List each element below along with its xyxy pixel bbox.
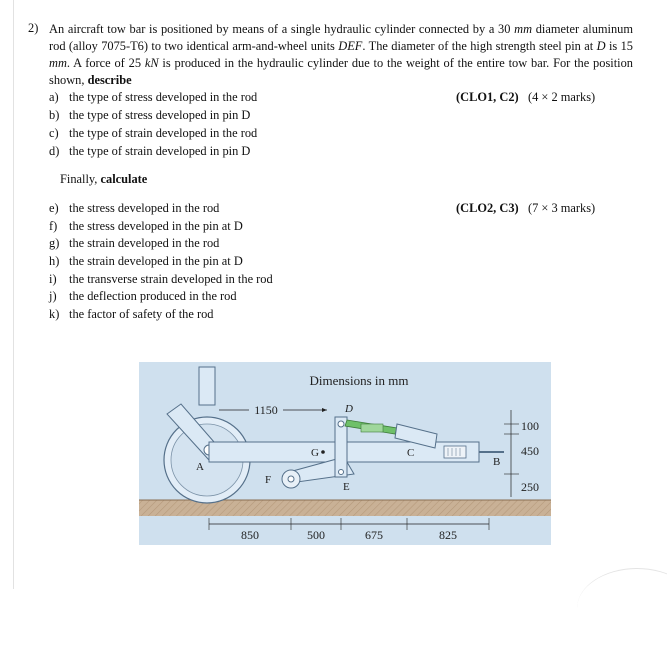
item-text: the deflection produced in the rod: [69, 289, 237, 303]
margin-line: [13, 0, 14, 589]
label-d: D: [345, 403, 353, 415]
describe-item-c: [49, 125, 257, 142]
item-text: the strain developed in the rod: [69, 236, 220, 250]
tow-bar-figure: [139, 362, 551, 545]
pin-e: [339, 470, 344, 475]
item-label: f): [49, 219, 58, 233]
dim-1150: 1150: [254, 403, 278, 417]
item-label: b): [49, 108, 60, 122]
describe-marks: [456, 89, 595, 106]
item-text: the strain developed in the pin at D: [69, 254, 243, 268]
stem-run: kN: [144, 56, 159, 70]
describe-mark-count: (4 × 2 marks): [527, 90, 596, 104]
stem-run: mm: [514, 22, 533, 36]
item-label: a): [49, 90, 59, 104]
item-text: the type of strain developed in the rod: [69, 126, 258, 140]
finally-calculate: calculate: [100, 172, 148, 186]
item-text: the stress developed in the pin at D: [69, 219, 243, 233]
item-label: g): [49, 236, 60, 250]
label-a: A: [196, 461, 204, 473]
rod-highlight: [361, 424, 383, 432]
label-c: C: [407, 447, 415, 459]
describe-clo: (CLO1, C2): [456, 90, 519, 104]
aircraft-leg: [199, 367, 215, 405]
question-stem: [49, 21, 633, 89]
stem-run: mm: [49, 56, 67, 70]
finally-prefix: Finally,: [60, 172, 101, 186]
cg-dot: [321, 450, 325, 454]
dim-100: 100: [521, 419, 539, 433]
dim-450: 450: [521, 444, 539, 458]
stem-run: DEF: [338, 39, 363, 53]
calculate-item-e: [49, 200, 219, 217]
item-label: e): [49, 201, 59, 215]
calculate-item-j: [49, 288, 237, 305]
stem-run: is 15: [605, 39, 633, 53]
dim-675: 675: [365, 528, 383, 542]
label-f: F: [265, 474, 272, 486]
item-label: j): [49, 289, 57, 303]
label-b: B: [493, 456, 501, 468]
calculate-mark-count: (7 × 3 marks): [527, 201, 596, 215]
item-text: the transverse strain developed in the rod: [69, 272, 273, 286]
stem-run: An aircraft tow bar is positioned by means of a single hydraulic cylinder connected by a 30: [49, 22, 515, 36]
finally-line: [60, 172, 147, 187]
item-label: h): [49, 254, 60, 268]
pin-d: [338, 421, 344, 427]
item-label: d): [49, 144, 60, 158]
calculate-item-i: [49, 271, 273, 288]
item-text: the type of strain developed in pin D: [69, 144, 251, 158]
stem-run: D: [596, 39, 606, 53]
question-number: 2): [28, 21, 39, 35]
calculate-item-f: [49, 218, 243, 235]
dim-500: 500: [307, 528, 325, 542]
stem-run: is produced in the hydraulic cylinder due to the weight of the entire tow bar. For the position shown,: [49, 56, 633, 87]
stem-run: describe: [87, 73, 132, 87]
item-label: i): [49, 272, 57, 286]
corner-arc: [577, 568, 667, 649]
item-label: c): [49, 126, 59, 140]
item-text: the type of stress developed in pin D: [69, 108, 251, 122]
describe-item-a: [49, 89, 257, 106]
calculate-marks: [456, 200, 595, 217]
item-text: the type of stress developed in the rod: [69, 90, 258, 104]
pin-f: [288, 476, 294, 482]
describe-item-b: [49, 107, 250, 124]
item-label: k): [49, 307, 60, 321]
calculate-item-k: [49, 306, 214, 323]
dim-250: 250: [521, 480, 539, 494]
describe-item-d: [49, 143, 250, 160]
figure-title: Dimensions in mm: [309, 373, 409, 388]
dim-850: 850: [241, 528, 259, 542]
stem-run: diameter aluminum rod (alloy 7075-T6) to two identical arm-and-wheel units: [49, 22, 633, 53]
dim-825: 825: [439, 528, 457, 542]
item-text: the factor of safety of the rod: [69, 307, 214, 321]
stem-run: . A force of 25: [66, 56, 145, 70]
calculate-item-h: [49, 253, 243, 270]
item-text: the stress developed in the rod: [69, 201, 220, 215]
tow-eye-housing: [444, 446, 466, 458]
label-g: G: [311, 447, 319, 459]
calculate-item-g: [49, 235, 219, 252]
label-e: E: [343, 481, 350, 493]
stem-run: . The diameter of the high strength steel pin at: [362, 39, 597, 53]
calculate-clo: (CLO2, C3): [456, 201, 519, 215]
